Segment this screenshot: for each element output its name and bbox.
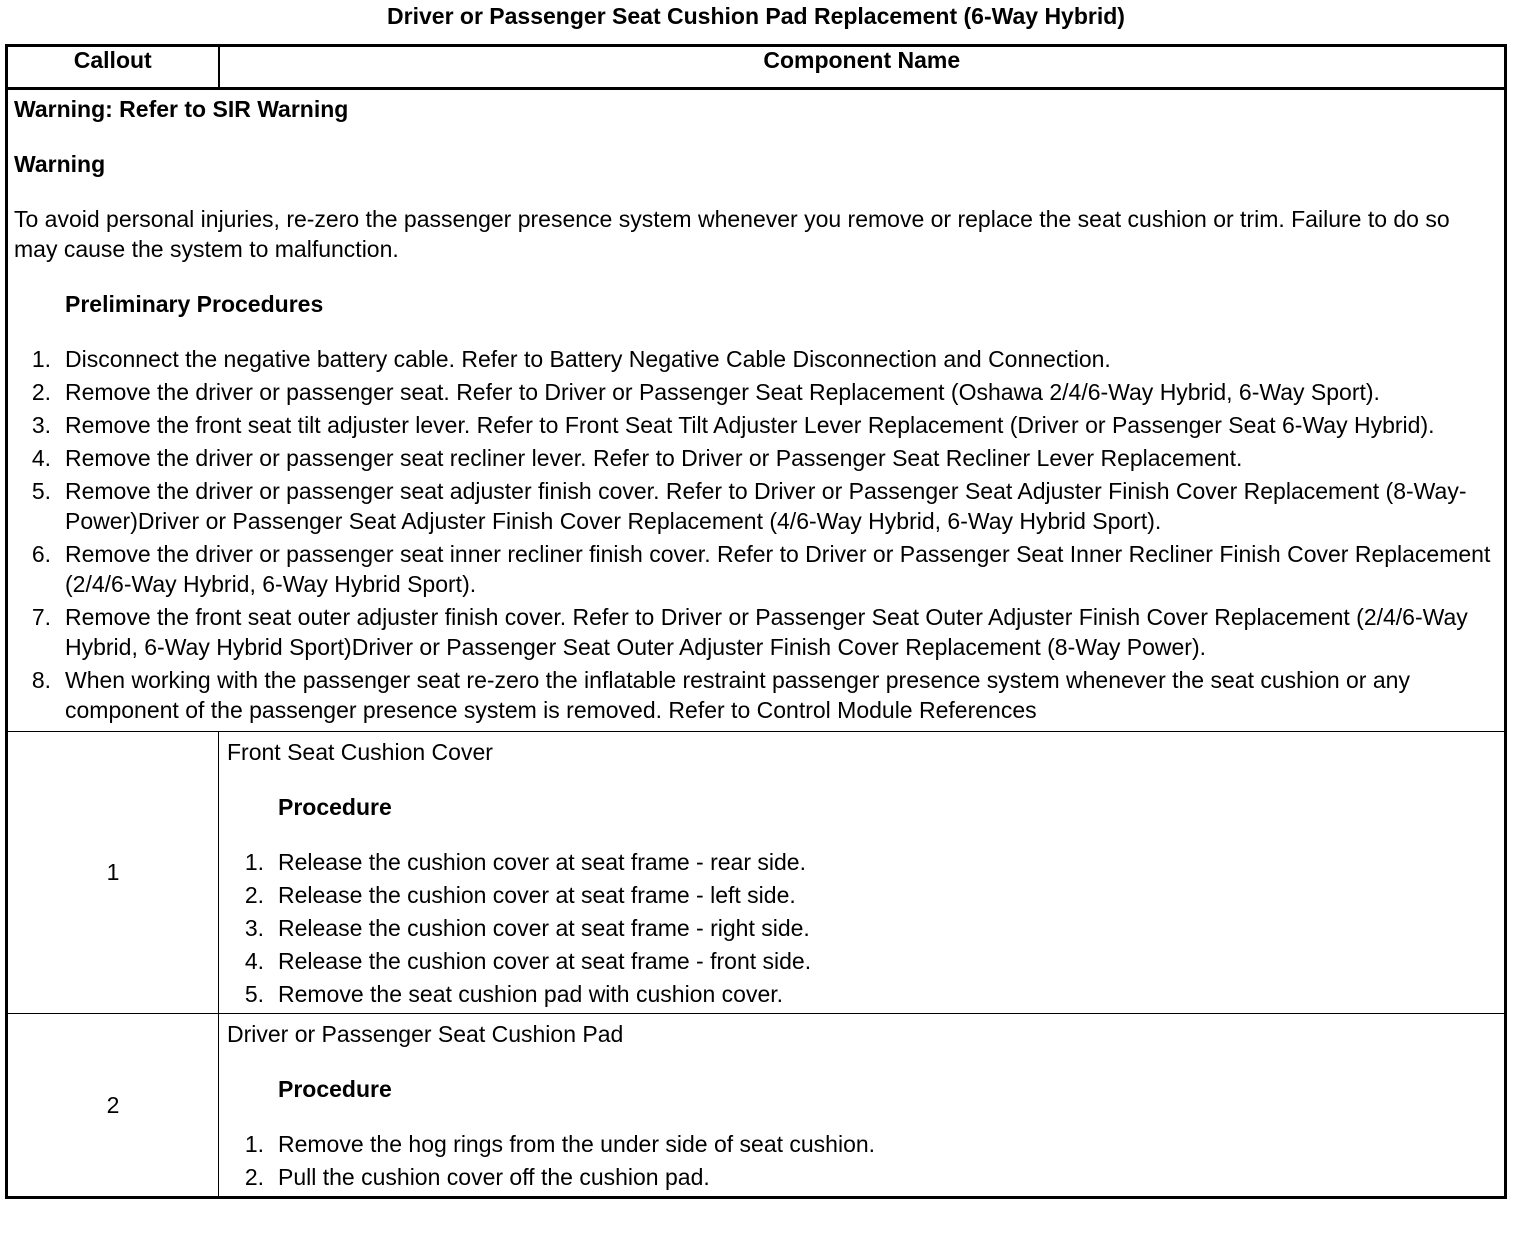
- step-text: Remove the driver or passenger seat adjuster finish cover. Refer to Driver or Passenger Seat Adjuster Finish Cover Replacement (8-Way-Power)Driver or Passenger Seat Adjuster Finish Cover Replacement (4/6-Way Hybrid, 6-Way Hybrid Sport).: [65, 478, 1467, 534]
- list-item: [227, 913, 1496, 943]
- warning-label: Warning: [14, 151, 106, 177]
- sir-warning-title: Warning: Refer to SIR Warning: [14, 96, 349, 122]
- step-number: 5.: [244, 981, 264, 1007]
- warning-text: To avoid personal injuries, re-zero the passenger presence system whenever you remove or replace the seat cushion or trim. Failure to do so may cause the system to malfunction.: [14, 206, 1450, 262]
- step-text: Release the cushion cover at seat frame - left side.: [278, 882, 796, 908]
- step-text: Release the cushion cover at seat frame - front side.: [278, 948, 812, 974]
- callout-header: Callout: [7, 46, 219, 89]
- step-number: 4.: [244, 948, 264, 974]
- list-item: [14, 602, 1496, 662]
- list-item: [14, 377, 1496, 407]
- step-number: 4.: [31, 445, 51, 471]
- step-text: Remove the driver or passenger seat inner recliner finish cover. Refer to Driver or Passenger Seat Inner Recliner Finish Cover Replacement (2/4/6-Way Hybrid, 6-Way Hybrid Sport).: [65, 541, 1491, 597]
- step-number: 2.: [244, 1164, 264, 1190]
- list-item: [14, 443, 1496, 473]
- component-cell: [219, 732, 1506, 1014]
- list-item: [227, 880, 1496, 910]
- step-text: Remove the driver or passenger seat recliner lever. Refer to Driver or Passenger Seat Recliner Lever Replacement.: [65, 445, 1243, 471]
- list-item: [227, 979, 1496, 1009]
- table-row: [7, 1014, 1506, 1198]
- list-item: [227, 1162, 1496, 1192]
- step-number: 7.: [31, 604, 51, 630]
- table-row: [7, 732, 1506, 1014]
- step-text: Pull the cushion cover off the cushion pad.: [278, 1164, 710, 1190]
- table-header-row: [7, 46, 1506, 89]
- component-name-header: Component Name: [219, 46, 1506, 89]
- step-number: 1.: [31, 346, 51, 372]
- step-number: 8.: [31, 667, 51, 693]
- list-item: [14, 539, 1496, 599]
- step-number: 2.: [31, 379, 51, 405]
- procedure-table: [5, 44, 1507, 1199]
- step-number: 5.: [31, 478, 51, 504]
- list-item: [227, 1129, 1496, 1159]
- procedure-heading: Procedure: [278, 1076, 392, 1102]
- preliminary-procedures-heading: Preliminary Procedures: [65, 291, 324, 317]
- step-text: Remove the seat cushion pad with cushion cover.: [278, 981, 784, 1007]
- list-item: [14, 344, 1496, 374]
- step-number: 3.: [244, 915, 264, 941]
- component-name: Driver or Passenger Seat Cushion Pad: [227, 1021, 624, 1047]
- step-number: 1.: [244, 1131, 264, 1157]
- step-text: Release the cushion cover at seat frame - rear side.: [278, 849, 806, 875]
- procedure-heading: Procedure: [278, 794, 392, 820]
- step-text: Remove the front seat outer adjuster finish cover. Refer to Driver or Passenger Seat Outer Adjuster Finish Cover Replacement (2/4/6-Way Hybrid, 6-Way Hybrid Sport)Driver or Passenger Seat Outer Adjuster Finish Cover Replacement (8-Way Power).: [65, 604, 1468, 660]
- step-text: Remove the driver or passenger seat. Refer to Driver or Passenger Seat Replacement (Oshawa 2/4/6-Way Hybrid, 6-Way Sport).: [65, 379, 1380, 405]
- list-item: [14, 476, 1496, 536]
- warning-cell: [7, 89, 1506, 732]
- step-number: 3.: [31, 412, 51, 438]
- component-cell: [219, 1014, 1506, 1198]
- list-item: [14, 665, 1496, 725]
- preliminary-steps-list: [14, 344, 1496, 725]
- step-number: 6.: [31, 541, 51, 567]
- callout-cell: 1: [7, 732, 219, 1014]
- list-item: [14, 410, 1496, 440]
- step-number: 1.: [244, 849, 264, 875]
- step-text: Disconnect the negative battery cable. Refer to Battery Negative Cable Disconnection and Connection.: [65, 346, 1111, 372]
- warning-row: [7, 89, 1506, 732]
- list-item: [227, 946, 1496, 976]
- callout-cell: 2: [7, 1014, 219, 1198]
- step-text: Release the cushion cover at seat frame - right side.: [278, 915, 810, 941]
- step-text: When working with the passenger seat re-zero the inflatable restraint passenger presence system whenever the seat cushion or any component of the passenger presence system is removed. Refer to Control Module References: [65, 667, 1410, 723]
- page-title: Driver or Passenger Seat Cushion Pad Replacement (6-Way Hybrid): [387, 3, 1125, 29]
- procedure-steps-list: [227, 1129, 1496, 1192]
- procedure-steps-list: [227, 847, 1496, 1009]
- step-number: 2.: [244, 882, 264, 908]
- step-text: Remove the hog rings from the under side of seat cushion.: [278, 1131, 876, 1157]
- list-item: [227, 847, 1496, 877]
- component-name: Front Seat Cushion Cover: [227, 739, 493, 765]
- step-text: Remove the front seat tilt adjuster lever. Refer to Front Seat Tilt Adjuster Lever Replacement (Driver or Passenger Seat 6-Way Hybrid).: [65, 412, 1435, 438]
